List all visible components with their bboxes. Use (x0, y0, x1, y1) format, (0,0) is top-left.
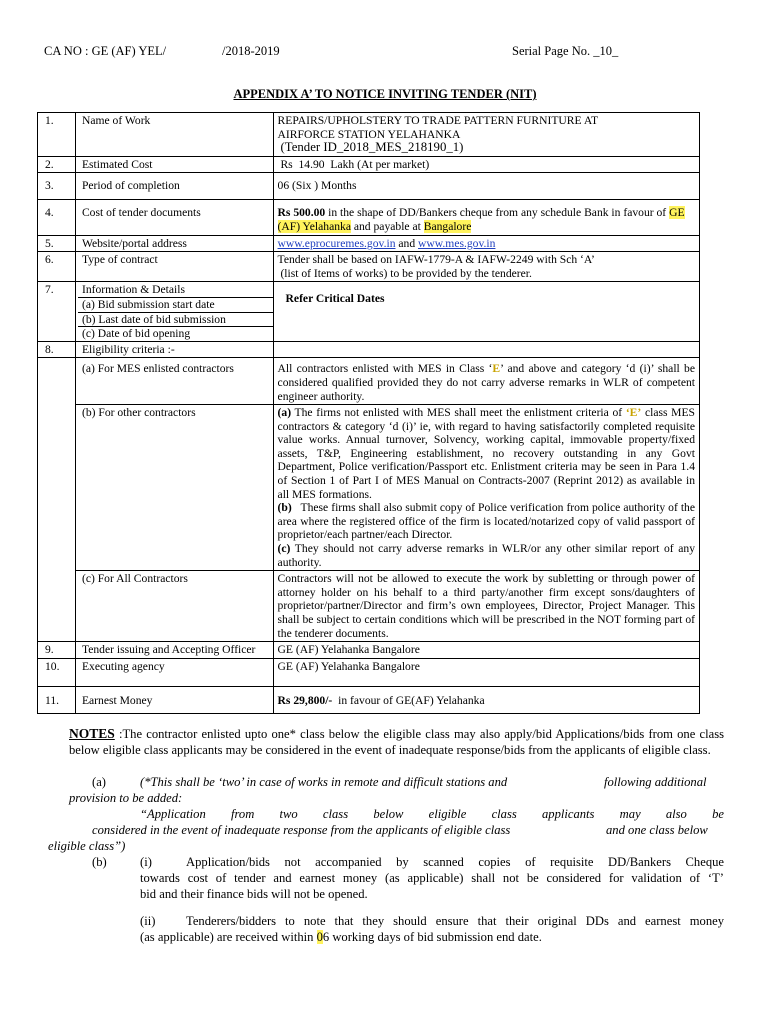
table-row-name-of-work (38, 113, 700, 157)
row-number (38, 571, 76, 642)
quote-word: two (279, 807, 298, 821)
row-value: Contractors will not be allowed to execute the work by subletting or through power of attorney holder on his behalf to a third party/another firm except sons/daughters of proprietor/partner/Director and firm’s own employees, Director, Project Manager. This shall be subject to certain conditions which will be prescribed in the NOT forming part of the tenderer documents. (273, 571, 699, 642)
critical-dates-ref: Refer Critical Dates (285, 292, 385, 306)
document-title: APPENDIX A’ TO NOTICE INVITING TENDER (NIT) (233, 87, 537, 101)
row-value: 06 (Six ) Months (273, 173, 699, 200)
row-label: Type of contract (75, 252, 273, 282)
nit-table (37, 112, 700, 714)
quote-word: be (712, 807, 724, 821)
note-a-text: (*This shall be ‘two’ in case of works in remote and difficult stations and (140, 775, 508, 789)
row-label: Website/portal address (75, 235, 273, 252)
row-number: 10. (38, 658, 76, 686)
row-label: Period of completion (75, 173, 273, 200)
earnest-amount: Rs 29,800/- (277, 693, 333, 707)
quote-line (140, 806, 724, 822)
row-value (273, 282, 699, 341)
value-text: All contractors enlisted with MES in Class ‘ (277, 362, 493, 376)
quote-text: eligible class”) (48, 839, 126, 853)
class-e: E (492, 362, 501, 376)
table-row-eligibility-mes (38, 358, 700, 405)
row-number: 5. (38, 235, 76, 252)
note-b-ii-text: Tenderers/bidders to note that they should ensure that their original DDs and earnest money (186, 914, 724, 928)
table-row-contract-type (38, 252, 700, 282)
clause-label: (b) (277, 501, 292, 515)
note-b-label: (b) (92, 855, 107, 869)
clause-label: (c) (277, 542, 291, 556)
row-label: Cost of tender documents (75, 200, 273, 235)
value-text: They should not carry adverse remarks in WLR/or any other similar report of any authority. (277, 542, 695, 569)
notes-text: :The contractor enlisted upto one* class below the eligible class may also apply/bid Applications/bids from one class below eligible class applicants may be considered in the event of inadequate response/bids from the applicants of eligible class. (69, 727, 724, 757)
row-value: GE (AF) Yelahanka Bangalore (273, 642, 699, 659)
note-b-ii-label: (ii) (140, 914, 156, 928)
row-number: 9. (38, 642, 76, 659)
work-name-line: AIRFORCE STATION YELAHANKA (277, 127, 461, 141)
row-label: Executing agency (75, 658, 273, 686)
note-a-text: provision to be added: (69, 791, 183, 805)
bid-start-date-label: (a) Bid submission start date (78, 298, 273, 313)
row-value: GE (AF) Yelahanka Bangalore (273, 658, 699, 686)
serial-page-number: Serial Page No. _10_ (512, 44, 619, 58)
row-label: Tender issuing and Accepting Officer (75, 642, 273, 659)
row-number: 8. (38, 341, 76, 358)
row-number: 1. (38, 113, 76, 157)
quote-word: class (322, 807, 349, 821)
table-row-eligibility-other (38, 405, 700, 571)
row-value (273, 252, 699, 282)
quote-text: considered in the event of inadequate response from the applicants of eligible class (92, 823, 511, 837)
value-text: The firms not enlisted with MES shall meet the enlistment criteria of (291, 406, 626, 420)
table-row-website (38, 235, 700, 252)
quote-word: from (230, 807, 255, 821)
note-text: 6 working days of bid submission end date. (322, 930, 542, 944)
note-b-i-text: bid and their finance bids will not be opened. (140, 887, 368, 901)
highlighted-digit: 0 (316, 930, 323, 944)
quote-word: below (373, 807, 404, 821)
eprocure-link[interactable]: www.eprocuremes.gov.in (277, 236, 396, 250)
quote-word: “Application (140, 807, 206, 821)
value-text: These firms shall also submit copy of Police verification from police authority of the area where the registered office of the firm is located/notarized copy of valid passport of proprietor/each partner/each Director. (277, 501, 698, 542)
value-text: in the shape of DD/Bankers cheque from any schedule Bank in favour of (325, 206, 670, 220)
value-text: class MES contractors & category ‘d (i)’ ie, with regard to having satisfactorily completed requisite value works. Annual turnover, Solvency, working capital, immovable property/fixed assets, T&P, Engineering establishment, no recovery outstanding in any Govt Department, Police verification/Passport etc. Enlistment criteria may be seen in Para 1.4 of Section 1 of Part I of MES Manual on Contracts-2007 (Reprint 2012) as available in all MES formations. (277, 406, 696, 501)
highlighted-location: Bangalore (423, 219, 472, 233)
row-value (273, 113, 699, 157)
quote-word: also (665, 807, 687, 821)
page-header (44, 44, 724, 60)
tender-fee: Rs 500.00 (277, 206, 326, 220)
notes-section (69, 726, 724, 758)
row-label: (b) For other contractors (75, 405, 273, 571)
value-text: ’ and above and category ‘d (i)’ shall be considered qualified provided they do not carry adverse remarks in WLR of competent engineer authority. (277, 362, 695, 403)
row-label: Name of Work (75, 113, 273, 157)
info-heading: Information & Details (78, 283, 273, 298)
row-number: 3. (38, 173, 76, 200)
row-number: 11. (38, 686, 76, 713)
row-number: 7. (38, 282, 76, 341)
value-text: and (395, 236, 419, 250)
work-name-line: REPAIRS/UPHOLSTERY TO TRADE PATTERN FURNITURE AT (277, 114, 599, 127)
note-a-text: following additional (604, 775, 707, 789)
bid-opening-label: (c) Date of bid opening (81, 327, 191, 341)
contract-year: /2018-2019 (222, 44, 280, 58)
table-row-eligibility-all (38, 571, 700, 642)
note-b-i-label: (i) (140, 855, 152, 869)
table-row-period (38, 173, 700, 200)
table-row-tender-cost (38, 200, 700, 235)
row-value (273, 235, 699, 252)
quote-word: applicants (541, 807, 595, 821)
row-value (273, 358, 699, 405)
row-value (273, 200, 699, 235)
row-number: 4. (38, 200, 76, 235)
row-label (75, 282, 273, 341)
bid-last-date-label: (b) Last date of bid submission (78, 313, 273, 328)
row-label: Earnest Money (75, 686, 273, 713)
table-row-eligibility-heading (38, 341, 700, 358)
quote-word: class (491, 807, 517, 821)
row-value (273, 341, 699, 358)
row-label: (a) For MES enlisted contractors (75, 358, 273, 405)
mes-link[interactable]: www.mes.gov.in (418, 236, 496, 250)
row-value (273, 405, 699, 571)
table-row-estimated-cost (38, 156, 700, 173)
table-row-information (38, 282, 700, 341)
row-number (38, 358, 76, 405)
note-text: (as applicable) are received within (140, 930, 317, 944)
table-row-issuing-officer (38, 642, 700, 659)
note-b-ii-text (140, 929, 542, 945)
notes-intro (69, 726, 724, 758)
quote-word: eligible (428, 807, 467, 821)
row-value: Rs 14.90 Lakh (At per market) (273, 156, 699, 173)
table-row-executing-agency (38, 658, 700, 686)
notes-heading: NOTES (69, 726, 115, 741)
clause-label: (a) (277, 406, 292, 420)
row-number: 6. (38, 252, 76, 282)
row-value (273, 686, 699, 713)
note-a-label: (a) (92, 775, 106, 789)
row-number (38, 405, 76, 571)
row-label: (c) For All Contractors (75, 571, 273, 642)
row-label: Estimated Cost (75, 156, 273, 173)
contract-type-line: (list of Items of works) to be provided by the tenderer. (277, 266, 532, 280)
quote-word: may (619, 807, 641, 821)
row-label: Eligibility criteria :- (75, 341, 273, 358)
note-b-i-text: towards cost of tender and earnest money (as applicable) shall not be considered for validation of ‘T’ (140, 871, 724, 885)
class-e: ‘E’ (625, 406, 642, 420)
note-b-i-text: Application/bids not accompanied by scanned copies of requisite DD/Bankers Cheque (186, 855, 724, 869)
value-text: and payable at (350, 219, 424, 233)
ca-number: CA NO : GE (AF) YEL/ (44, 44, 167, 58)
value-text: in favour of GE(AF) Yelahanka (332, 693, 485, 707)
quote-text: and one class below (606, 823, 708, 837)
table-row-earnest-money (38, 686, 700, 713)
highlighted-payee: GE (AF) Yelahanka (277, 206, 685, 233)
contract-type-line: Tender shall be based on IAFW-1779-A & IAFW-2249 with Sch ‘A’ (277, 253, 595, 267)
tender-id: (Tender ID_2018_MES_218190_1) (280, 140, 464, 155)
row-number: 2. (38, 156, 76, 173)
